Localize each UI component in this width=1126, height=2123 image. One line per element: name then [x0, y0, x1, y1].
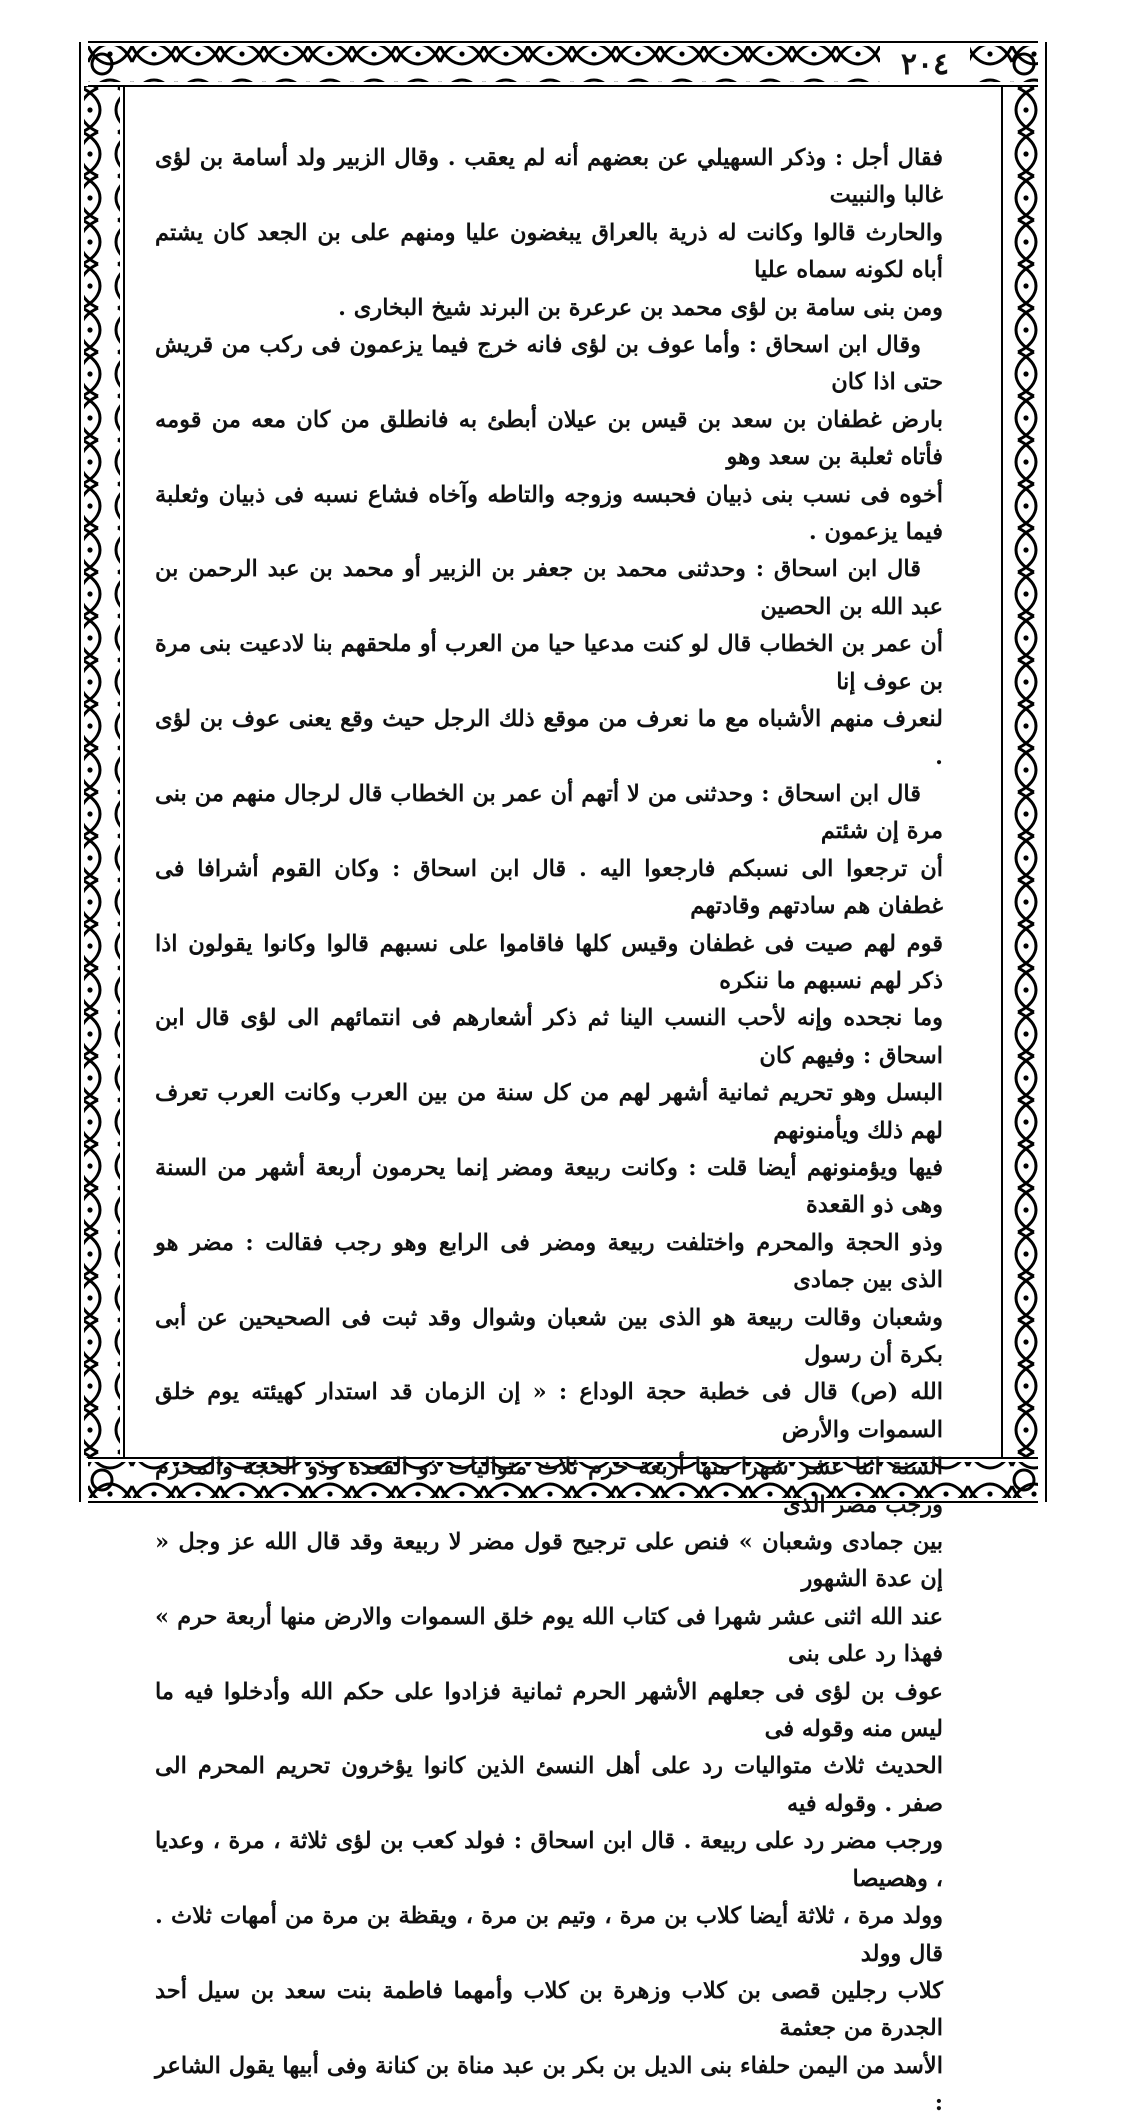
- text-line: أن ترجعوا الى نسبكم فارجعوا اليه . قال ابن اسحاق : وكان القوم أشرافا فى غطفان هم سادتهم وقادتهم: [155, 855, 943, 920]
- border-right: [1002, 42, 1046, 1502]
- text-line: عند الله اثنى عشر شهرا فى كتاب الله يوم خلق السموات والارض منها أربعة حرم » فهذا رد على بنى: [155, 1603, 943, 1668]
- text-line: وقال ابن اسحاق : وأما عوف بن لؤى فانه خرج فيما يزعمون فى ركب من قريش حتى اذا كان: [155, 332, 943, 396]
- text-line: لنعرف منهم الأشباه مع ما نعرف من موقع ذلك الرجل حيث وقع يعنى عوف بن لؤى .: [155, 706, 943, 770]
- text-line: الحديث ثلاث متواليات رد على أهل النسئ الذين كانوا يؤخرون تحريم المحرم الى صفر . وقوله فيه: [155, 1753, 943, 1817]
- text-line: قوم لهم صيت فى غطفان وقيس كلها فاقاموا على نسبهم قالوا وكانوا يقولون اذا ذكر لهم نسبهم ما ننكره: [155, 930, 943, 994]
- text-line: فيها ويؤمنونهم أيضا قلت : وكانت ربيعة ومضر إنما يحرمون أربعة أشهر من السنة وهى ذو القعدة: [155, 1154, 943, 1219]
- text-line: بين جمادى وشعبان » فنص على ترجيح قول مضر لا ربيعة وقد قال الله عز وجل « إن عدة الشهور: [155, 1529, 943, 1593]
- text-line: عوف بن لؤى فى جعلهم الأشهر الحرم ثمانية فزادوا على حكم الله وأدخلوا فيه ما ليس منه وقوله فى: [155, 1678, 943, 1743]
- text-line: الأسد من اليمن حلفاء بنى الديل بن بكر بن عبد مناة بن كنانة وفى أبيها يقول الشاعر :: [155, 2052, 943, 2117]
- border-left: [80, 42, 124, 1502]
- main-text: [155, 140, 943, 2117]
- text-line: والحارث قالوا وكانت له ذرية بالعراق يبغضون عليا ومنهم على بن الجعد كان يشتم أباه لكونه سماه عليا: [155, 219, 943, 284]
- text-line: بارض غطفان بن سعد بن قيس بن عيلان أبطئ به فانطلق من كان معه من قومه فأتاه ثعلبة بن سعد وهو: [155, 406, 943, 471]
- text-line: قال ابن اسحاق : وحدثنى محمد بن جعفر بن الزبير أو محمد بن عبد الرحمن بن عبد الله بن الحصين: [155, 556, 943, 620]
- text-line: وذو الحجة والمحرم واختلفت ربيعة ومضر فى الرابع وهو رجب فقالت : مضر هو الذى بين جمادى: [155, 1229, 943, 1294]
- text-line: وما نجحده وإنه لأحب النسب الينا ثم ذكر أشعارهم فى انتمائهم الى لؤى قال ابن اسحاق : وفيهم كان: [155, 1005, 943, 1069]
- text-line: كلاب رجلين قصى بن كلاب وزهرة بن كلاب وأمهما فاطمة بنت سعد بن سيل أحد الجدرة من جعثمة: [155, 1977, 943, 2042]
- text-line: وشعبان وقالت ربيعة هو الذى بين شعبان وشوال وقد ثبت فى الصحيحين عن أبى بكرة أن رسول: [155, 1304, 943, 1368]
- page-number: ٢٠٤: [880, 46, 970, 84]
- text-line: أخوه فى نسب بنى ذبيان فحبسه وزوجه والتاطه وآخاه فشاع نسبه فى ذبيان وثعلبة فيما يزعمون .: [155, 481, 943, 546]
- text-line: ومن بنى سامة بن لؤى محمد بن عرعرة بن البرند شيخ البخارى .: [338, 294, 943, 321]
- text-line: ورجب مضر رد على ربيعة . قال ابن اسحاق : فولد كعب بن لؤى ثلاثة ، مرة ، وعديا ، وهصيصا: [155, 1828, 943, 1892]
- text-line: البسل وهو تحريم ثمانية أشهر لهم من كل سنة من بين العرب وكانت العرب تعرف لهم ذلك ويأمنونهم: [155, 1080, 943, 1144]
- text-line: وولد مرة ، ثلاثة أيضا كلاب بن مرة ، وتيم بن مرة ، ويقظة بن مرة من أمهات ثلاث . قال وولد: [155, 1903, 943, 1967]
- text-line: السنة اثنا عشر شهرا منها أربعة حرم ثلاث متواليات ذو القعدة وذو الحجة والمحرم ورجب مضر الذى: [155, 1454, 943, 1518]
- text-line: قال ابن اسحاق : وحدثنى من لا أتهم أن عمر بن الخطاب قال لرجال منهم من بنى مرة إن شئتم: [155, 780, 943, 845]
- text-line: الله (ص) قال فى خطبة حجة الوداع : « إن الزمان قد استدار كهيئته يوم خلق السموات والأرض: [155, 1379, 943, 1443]
- text-line: أن عمر بن الخطاب قال لو كنت مدعيا حيا من العرب أو ملحقهم بنا لادعيت بنى مرة بن عوف إنا: [155, 631, 943, 695]
- text-line: فقال أجل : وذكر السهيلي عن بعضهم أنه لم يعقب . وقال الزبير ولد أسامة بن لؤى غالبا والنبيت: [155, 145, 943, 209]
